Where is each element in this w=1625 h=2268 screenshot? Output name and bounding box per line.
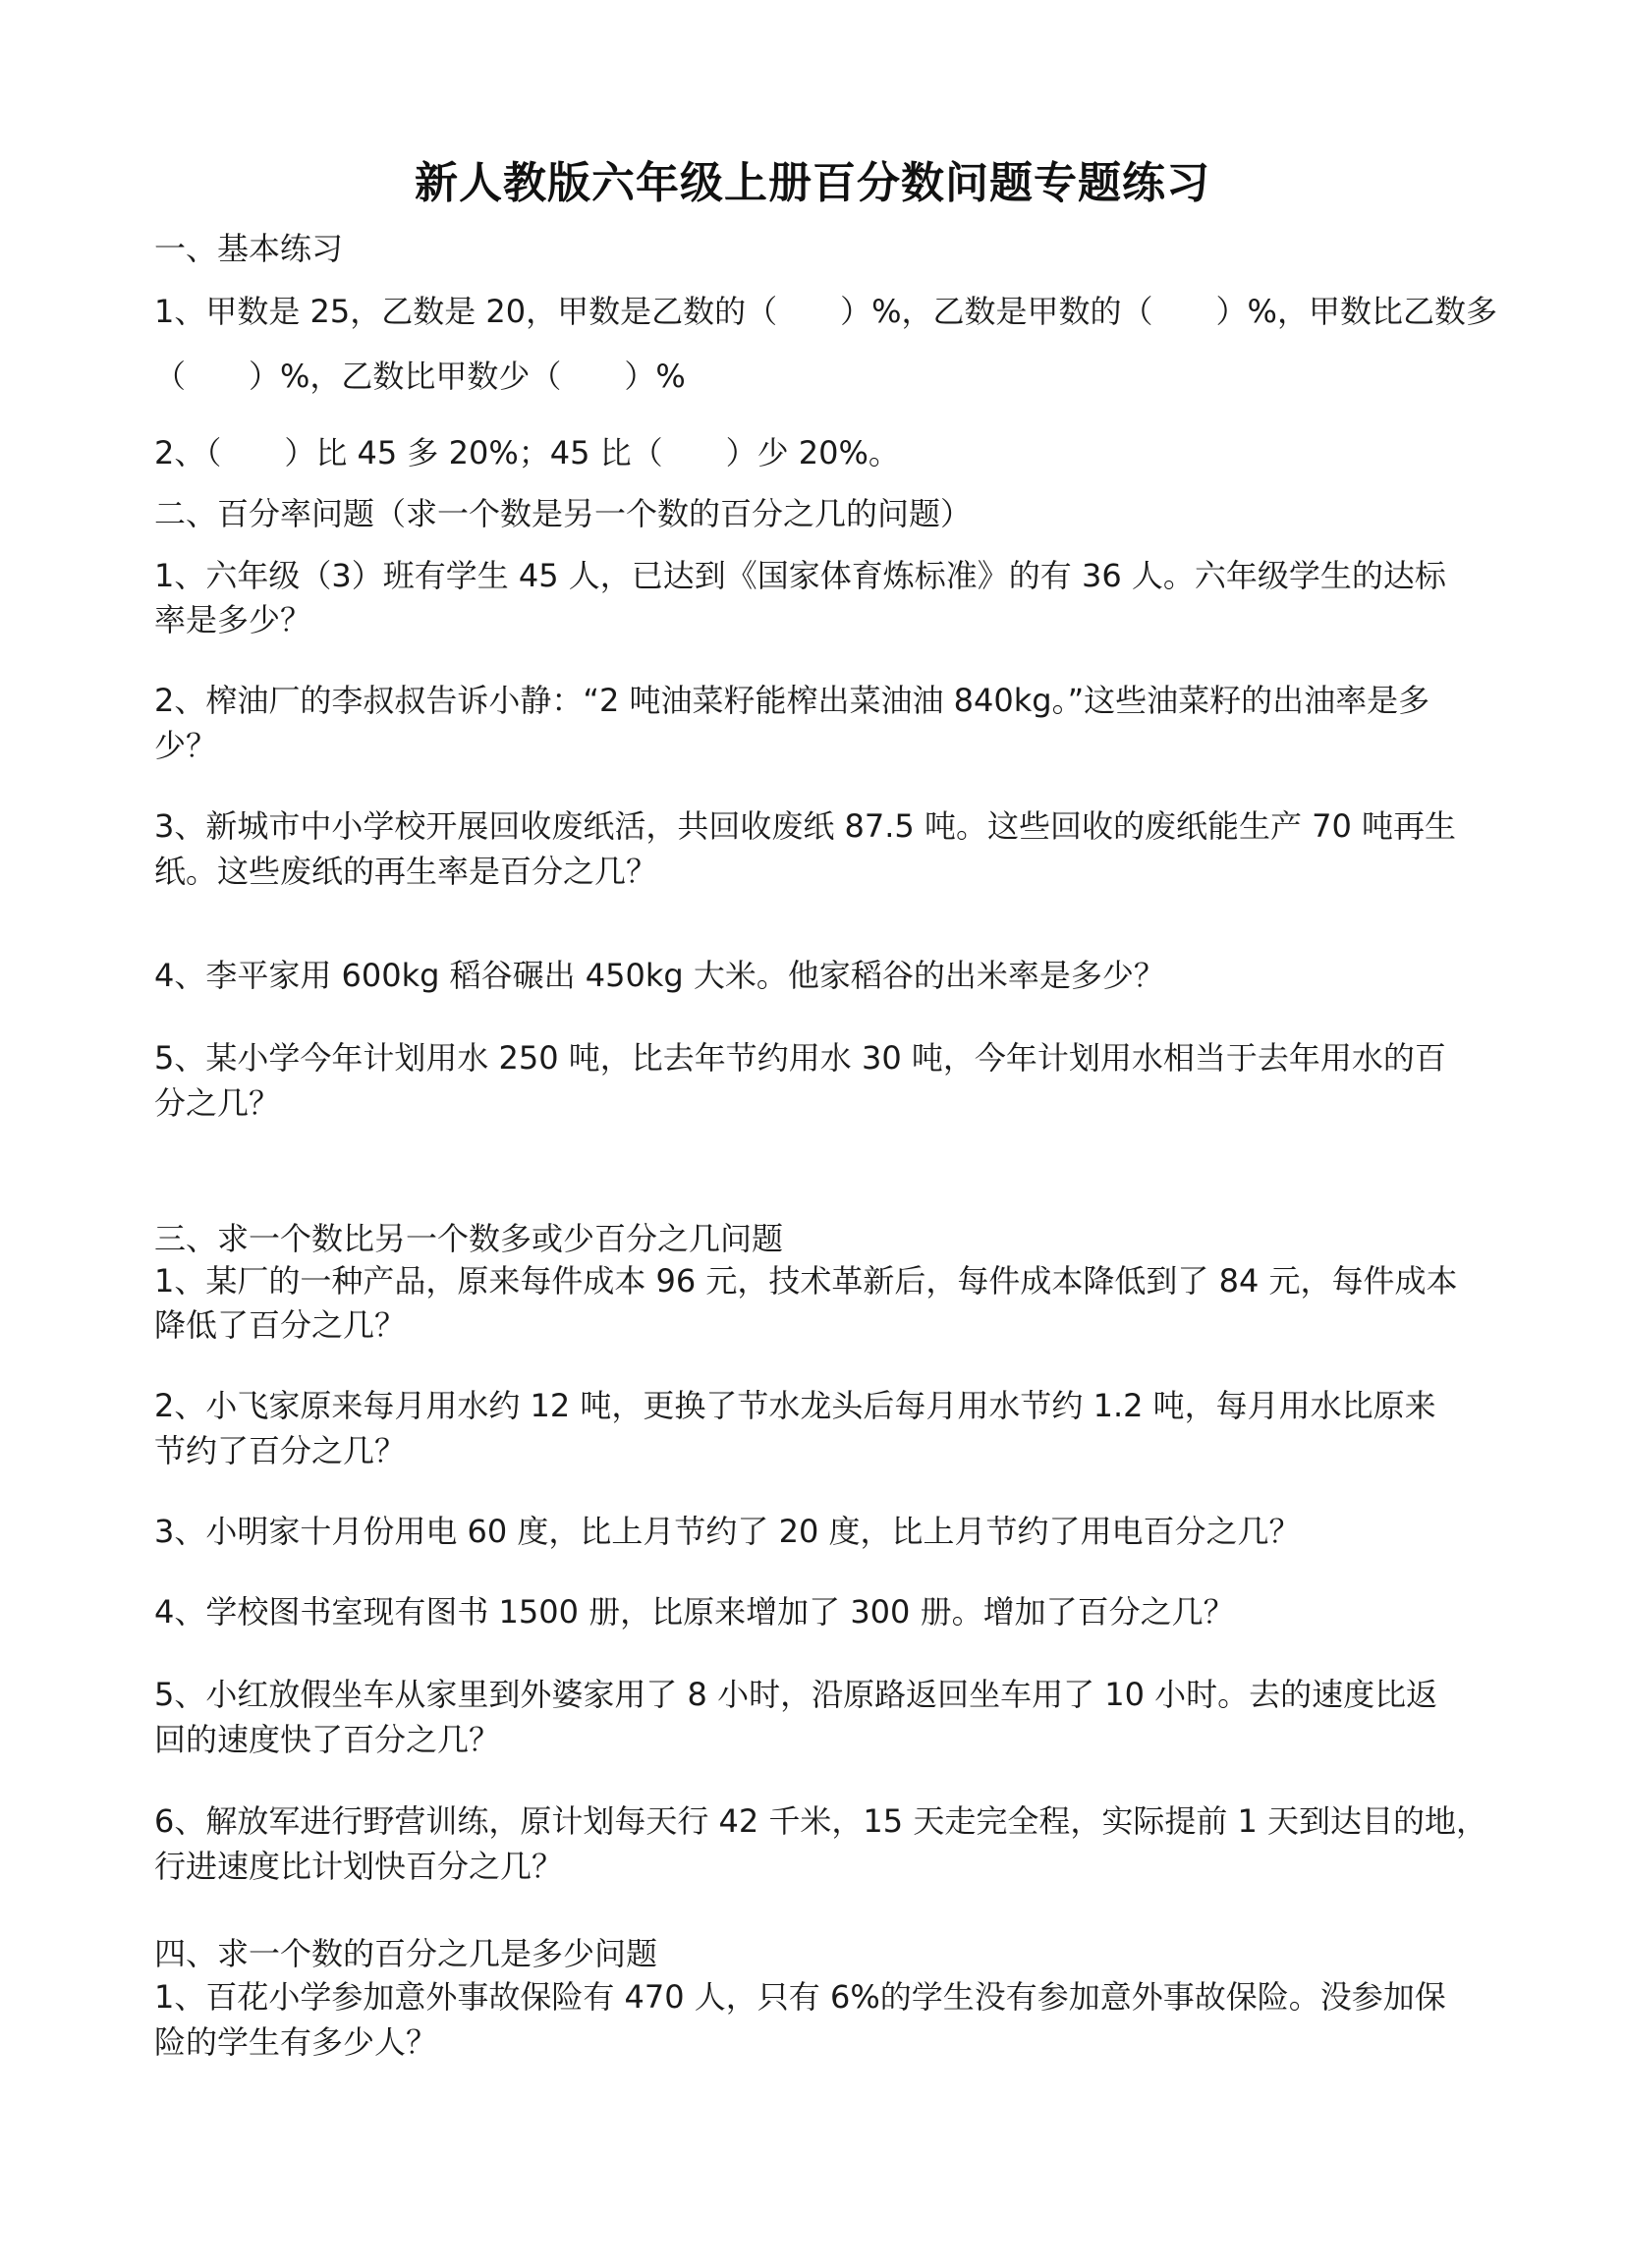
sec4-q1-line1: 1、百花小学参加意外事故保险有 470 人，只有 6%的学生没有参加意外事故保险。没参加保 <box>154 1978 1446 2016</box>
section-4-heading: 四、求一个数的百分之几是多少问题 <box>154 1935 658 1972</box>
sec3-q6-line1: 6、解放军进行野营训练，原计划每天行 42 千米，15 天走完全程，实际提前 1 天到达目的地， <box>154 1802 1488 1840</box>
sec2-q3-line2: 纸。这些废纸的再生率是百分之几？ <box>154 853 658 890</box>
section-3-heading: 三、求一个数比另一个数多或少百分之几问题 <box>154 1220 784 1257</box>
sec2-q1-line2: 率是多少？ <box>154 601 312 638</box>
sec2-q1-line1: 1、六年级（3）班有学生 45 人，已达到《国家体育炼标准》的有 36 人。六年级学生的达标 <box>154 557 1446 594</box>
section-2-heading: 二、百分率问题（求一个数是另一个数的百分之几的问题） <box>154 495 973 532</box>
sec2-q4: 4、李平家用 600kg 稻谷碾出 450kg 大米。他家稻谷的出米率是多少？ <box>154 957 1165 994</box>
sec3-q1-line1: 1、某厂的一种产品，原来每件成本 96 元，技术革新后，每件成本降低到了 84 元，每件成本 <box>154 1262 1458 1300</box>
sec1-q2: 2、（ ）比 45 多 20%；45 比（ ）少 20%。 <box>154 434 900 471</box>
sec3-q5-line2: 回的速度快了百分之几？ <box>154 1721 501 1758</box>
sec3-q6-line2: 行进速度比计划快百分之几？ <box>154 1848 564 1885</box>
sec2-q5-line1: 5、某小学今年计划用水 250 吨，比去年节约用水 30 吨，今年计划用水相当于去年用水的百 <box>154 1039 1446 1077</box>
page-title: 新人教版六年级上册百分数问题专题练习 <box>415 158 1210 208</box>
sec3-q3: 3、小明家十月份用电 60 度，比上月节约了 20 度，比上月节约了用电百分之几？ <box>154 1513 1301 1550</box>
sec2-q2-line2: 少？ <box>154 727 218 764</box>
sec1-q1-line1: 1、甲数是 25，乙数是 20，甲数是乙数的（ ）%，乙数是甲数的（ ）%，甲数比乙数多 <box>154 293 1497 330</box>
sec3-q1-line2: 降低了百分之几？ <box>154 1306 407 1344</box>
sec2-q5-line2: 分之几？ <box>154 1084 281 1122</box>
sec3-q2-line1: 2、小飞家原来每月用水约 12 吨，更换了节水龙头后每月用水节约 1.2 吨，每月用水比原来 <box>154 1387 1436 1424</box>
sec3-q2-line2: 节约了百分之几？ <box>154 1432 407 1469</box>
section-1-heading: 一、基本练习 <box>154 230 344 267</box>
sec1-q1-line2: （ ）%，乙数比甲数少（ ）% <box>154 358 686 395</box>
sec4-q1-line2: 险的学生有多少人？ <box>154 2023 438 2061</box>
sec2-q2-line1: 2、榨油厂的李叔叔告诉小静：“2 吨油菜籽能榨出菜油油 840kg。”这些油菜籽的出油率是多 <box>154 682 1430 719</box>
sec3-q5-line1: 5、小红放假坐车从家里到外婆家用了 8 小时，沿原路返回坐车用了 10 小时。去的速度比返 <box>154 1676 1438 1713</box>
sec3-q4: 4、学校图书室现有图书 1500 册，比原来增加了 300 册。增加了百分之几？ <box>154 1593 1235 1631</box>
sec2-q3-line1: 3、新城市中小学校开展回收废纸活，共回收废纸 87.5 吨。这些回收的废纸能生产 70 吨再生 <box>154 807 1457 845</box>
